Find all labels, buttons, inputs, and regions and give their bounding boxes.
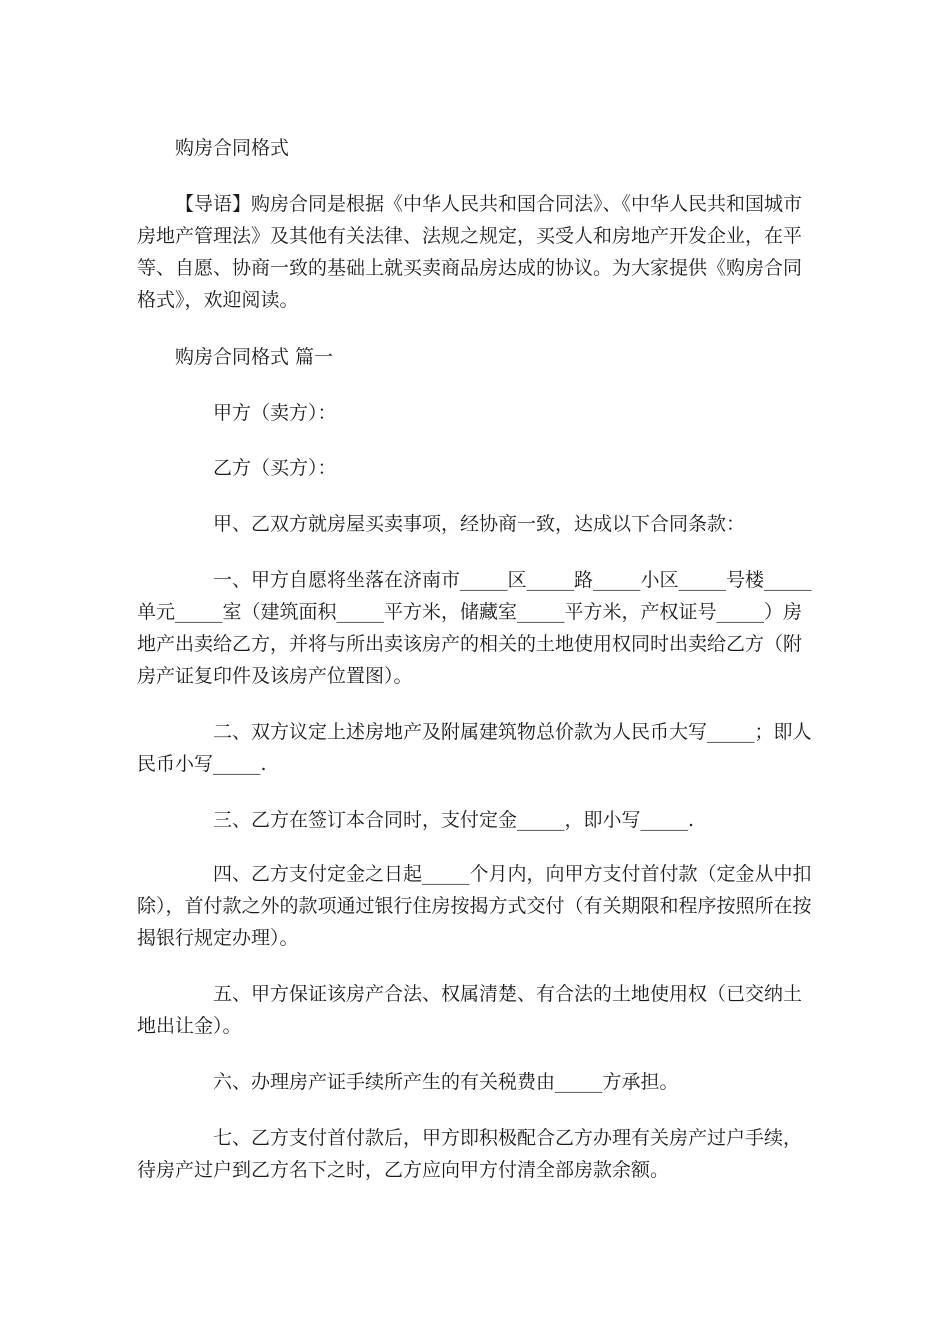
section-heading: 购房合同格式 篇一	[175, 346, 334, 368]
clause-2: 二、双方议定上述房地产及附属建筑物总价款为人民币大写_____；即人民币小写_____.	[137, 721, 812, 775]
preamble-paragraph: 甲、乙双方就房屋买卖事项，经协商一致，达成以下合同条款：	[213, 513, 746, 535]
clause-3: 三、乙方在签订本合同时，支付定金_____，即小写_____.	[213, 809, 695, 831]
intro-paragraph: 【导语】购房合同是根据《中华人民共和国合同法》、《中华人民共和国城市房地产管理法》及其他有关法律、法规之规定，买受人和房地产开发企业，在平等、自愿、协商一致的基础上就买卖商品房达成的协议。为大家提供《购房合同格式》，欢迎阅读。	[137, 193, 803, 311]
party-a-line: 甲方（卖方）：	[213, 402, 337, 424]
clause-4: 四、乙方支付定金之日起_____个月内，向甲方支付首付款（定金从中扣除），首付款之外的款项通过银行住房按揭方式交付（有关期限和程序按照所在按揭银行规定办理）。	[137, 863, 812, 949]
clause-5: 五、甲方保证该房产合法、权属清楚、有合法的土地使用权（已交纳土地出让金）。	[137, 983, 803, 1037]
clause-1: 一、甲方自愿将坐落在济南市_____区_____路_____小区_____号楼_____单元_____室（建筑面积_____平方米，储藏室_____平方米，产权证号_____）房地产出卖给乙方，并将与所出卖该房产的相关的土地使用权同时出卖给乙方（附房产证复印件及该房产位置图）。	[137, 569, 812, 687]
clause-6: 六、办理房产证手续所产生的有关税费由_____方承担。	[213, 1071, 679, 1093]
party-b-line: 乙方（买方）：	[213, 457, 337, 479]
document-title: 购房合同格式	[175, 137, 290, 159]
clause-7: 七、乙方支付首付款后，甲方即积极配合乙方办理有关房产过户手续，待房产过户到乙方名下之时，乙方应向甲方付清全部房款余额。	[137, 1127, 803, 1181]
